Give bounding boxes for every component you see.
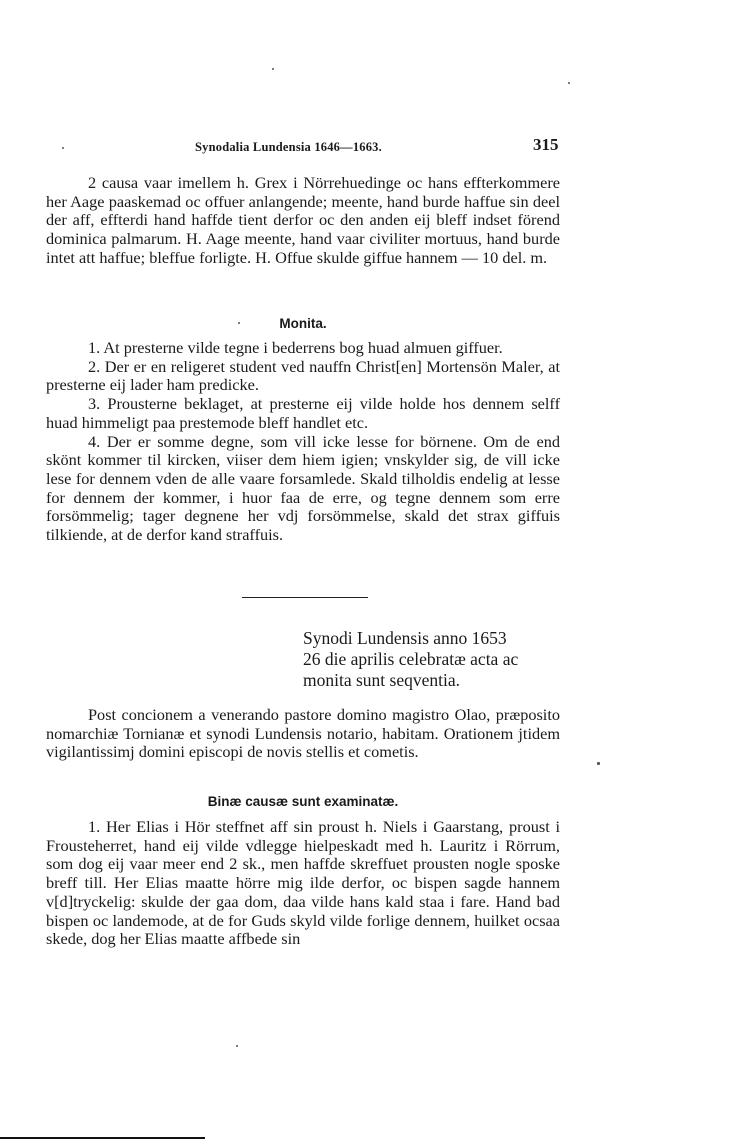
causae-heading: Binæ causæ sunt examinatæ. — [207, 794, 399, 809]
causae-paragraph-block — [46, 818, 560, 949]
monita-item-3: 3. Prousterne beklaget, at presterne eij vilde holde hos dennem selff huad himmeligt paa prestemode bleff handlet etc. — [46, 394, 560, 432]
post-paragraph: Post concionem a venerando pastore domino magistro Olao, præposito nomarchiæ Tornianæ et synodi Lundensis notario, habitam. Orationem jtidem vigilantissimj domini episcopi de novis stellis et cometis. — [46, 705, 560, 762]
scan-speck — [272, 68, 274, 70]
synod-title — [303, 628, 561, 691]
monita-list — [46, 339, 560, 545]
synod-title-line-2: 26 die aprilis celebratæ acta ac — [303, 649, 519, 669]
scan-speck — [238, 322, 240, 324]
monita-item-4: 4. Der er somme degne, som vill icke lesse for börnene. Om de end skönt kommer til kircken, viiser dem hiem igien; vnskylder sig, de vill icke lese for dennem vden de alle vaare forsamlede. Skald tilholdis endelig at lesse for dennem der kommer, i huor faa de erre, og tegne dennem som erre forsömmelig; tager degnene her vdj forsömmelse, skald det strax giffuis tilkiende, at de derfor kand straffuis. — [46, 431, 560, 545]
opening-paragraph: 2 causa vaar imellem h. Grex i Nörrehuedinge oc hans effterkommere her Aage paaskemad oc offuer anlangende; meente, hand burde haffue sin deel der aff, effterdi hand haffde tient derfor oc den anden eij bleff indset förend dominica palmarum. H. Aage meente, hand vaar civiliter mortuus, hand burde intet att haffue; bleffue forligte. H. Offue skulde giffue hannem — 10 del. m. — [46, 173, 560, 267]
section-divider — [242, 597, 368, 598]
scan-speck — [597, 762, 600, 765]
monita-heading: Monita. — [279, 316, 327, 331]
scan-speck — [236, 1045, 238, 1047]
bottom-rule — [0, 1137, 205, 1139]
causae-paragraph: 1. Her Elias i Hör steffnet aff sin proust h. Niels i Gaarstang, proust i Frousteherret, hand eij vilde vdlegge hielpeskadt med h. Lauritz i Rörrum, som dog eij vaar meer end 2 sk., men haffde skreffuet prousten nogle sposke breff till. Her Elias maatte hörre mig ilde derfor, oc bispen sagde hannem v[d]tryckelig: skulde der gaa dom, daa vilde hans kald staa i fare. Hand bad bispen oc landemode, at de for Guds skyld vilde forlige dennem, huilket ocsaa skede, dog her Elias maatte affbede sin — [46, 817, 560, 949]
scan-speck — [62, 147, 64, 149]
running-title: Synodalia Lundensia 1646—1663. — [195, 140, 382, 154]
synod-title-line-1: Synodi Lundensis anno 1653 — [303, 628, 507, 648]
monita-item-2: 2. Der er en religeret student ved nauffn Christ[en] Mortensön Maler, at presterne eij lader ham predicke. — [46, 356, 560, 395]
monita-item-1: 1. At presterne vilde tegne i bederrens bog huad almuen giffuer. — [88, 338, 503, 357]
post-paragraph-block — [46, 706, 560, 762]
opening-paragraph-block — [46, 174, 560, 268]
scan-speck — [568, 82, 570, 84]
page-number: 315 — [533, 135, 559, 154]
synod-title-line-3: monita sunt seqventia. — [303, 670, 460, 690]
